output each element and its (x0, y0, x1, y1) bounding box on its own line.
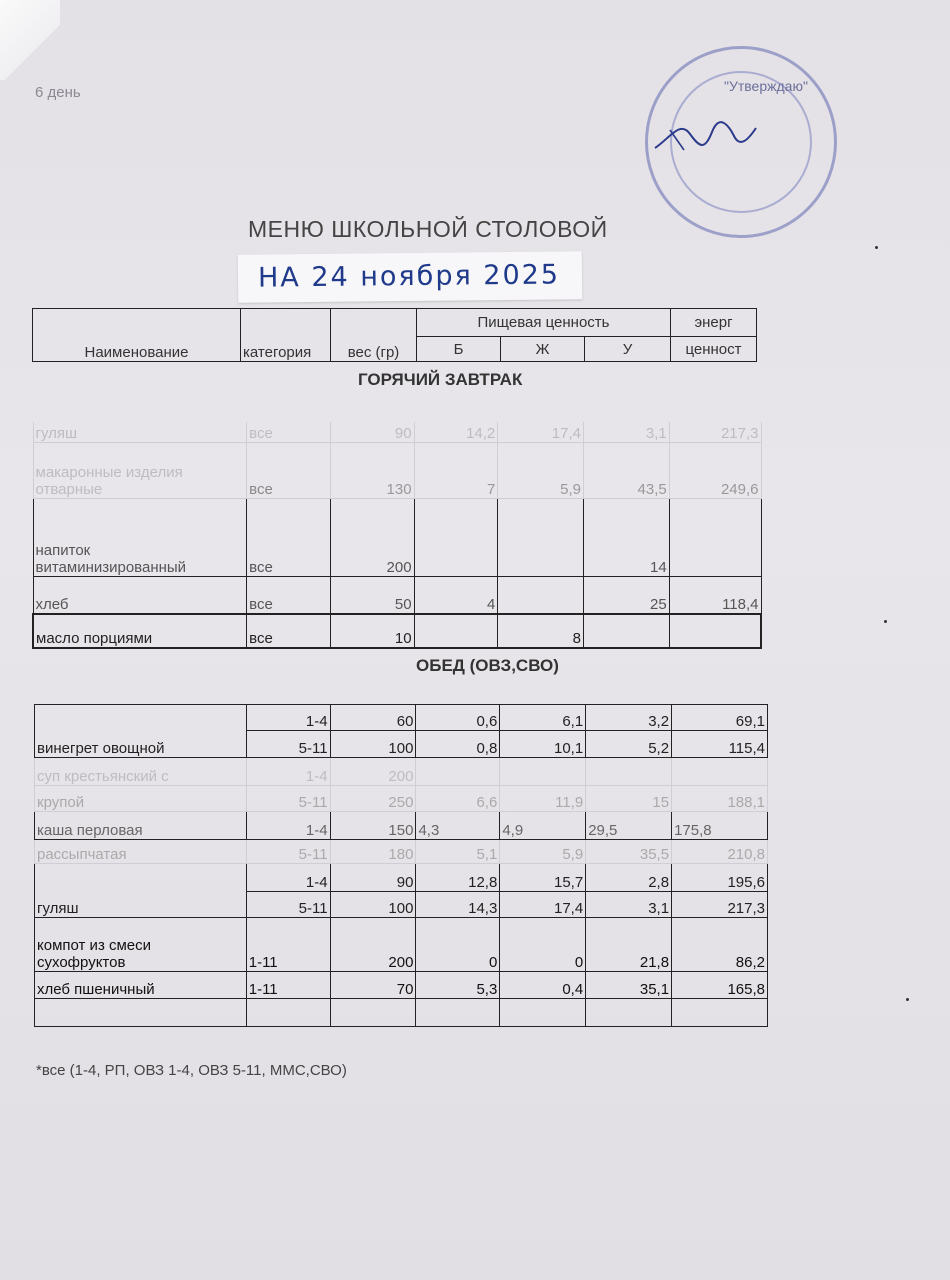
dish-protein: 4,3 (416, 812, 500, 840)
dish-name-line2: крупой (35, 786, 247, 812)
dish-fat (498, 576, 584, 614)
handwritten-date: НА 24 ноября 2025 (257, 259, 561, 294)
dish-name: масло порциями (33, 614, 247, 648)
dish-name-line1: компот из смеси (37, 937, 152, 954)
dish-carbs: 43,5 (584, 442, 670, 498)
dish-fat: 17,4 (498, 422, 584, 442)
dish-energy (672, 758, 768, 786)
dish-carbs (584, 614, 670, 648)
date-slip (238, 251, 582, 303)
dish-category: 5-11 (246, 731, 330, 758)
dish-protein (414, 498, 498, 576)
table-row (35, 972, 768, 999)
breakfast-title: ГОРЯЧИЙ ЗАВТРАК (358, 370, 523, 389)
dish-protein: 0 (416, 918, 500, 972)
dish-name-line1: напиток (35, 541, 91, 559)
dish-fat: 5,9 (498, 442, 584, 498)
dish-name: хлеб (33, 576, 247, 614)
dish-category: все (247, 422, 331, 442)
dish-carbs: 35,1 (586, 972, 672, 999)
header-carbs: У (585, 337, 671, 362)
dish-protein: 6,6 (416, 786, 500, 812)
dish-name-line1: макаронные изделия (35, 463, 183, 481)
dish-protein: 5,1 (416, 840, 500, 864)
dish-fat: 10,1 (500, 731, 586, 758)
table-row (33, 498, 761, 576)
empty-cell (330, 999, 416, 1027)
table-row (35, 786, 768, 812)
table-row (35, 918, 768, 972)
dish-carbs: 35,5 (586, 840, 672, 864)
dish-category: 1-4 (246, 705, 330, 731)
table-row (33, 442, 761, 498)
dish-protein: 5,3 (416, 972, 500, 999)
dish-weight: 200 (330, 758, 416, 786)
dish-category: 5-11 (246, 892, 330, 918)
dish-protein: 12,8 (416, 864, 500, 892)
dish-protein (416, 758, 500, 786)
dish-fat: 15,7 (500, 864, 586, 892)
dish-protein (414, 614, 498, 648)
dish-energy: 210,8 (672, 840, 768, 864)
empty-cell (246, 999, 330, 1027)
dish-energy: 115,4 (672, 731, 768, 758)
dish-energy: 188,1 (672, 786, 768, 812)
dish-name-line2: отварные (35, 480, 103, 498)
dish-category: все (247, 576, 331, 614)
dish-weight: 200 (330, 918, 416, 972)
dish-weight: 200 (330, 498, 414, 576)
dish-weight: 100 (330, 892, 416, 918)
dish-category: 1-11 (246, 972, 330, 999)
dish-energy: 118,4 (669, 576, 761, 614)
speck (906, 998, 909, 1001)
header-fat: Ж (501, 337, 585, 362)
dish-protein: 14,3 (416, 892, 500, 918)
dish-energy (669, 614, 761, 648)
lunch-table (34, 704, 768, 1027)
dish-name: каша перловая (35, 812, 247, 840)
menu-header-table (32, 308, 757, 362)
dish-fat (498, 498, 584, 576)
header-energy-2: ценност (671, 337, 757, 362)
dish-fat: 5,9 (500, 840, 586, 864)
dish-name: винегрет овощной (35, 705, 247, 758)
dish-energy: 165,8 (672, 972, 768, 999)
breakfast-table (32, 422, 762, 649)
table-row (33, 422, 761, 442)
dish-name: гуляш (35, 864, 247, 918)
dish-fat: 17,4 (500, 892, 586, 918)
dish-energy (669, 498, 761, 576)
table-row (35, 864, 768, 892)
header-energy-1: энерг (671, 309, 757, 337)
dish-carbs: 5,2 (586, 731, 672, 758)
dish-weight: 10 (330, 614, 414, 648)
lunch-title: ОБЕД (ОВЗ,СВО) (416, 656, 559, 675)
dish-weight: 50 (330, 576, 414, 614)
dish-name-line2: витаминизированный (35, 558, 187, 576)
dish-name (33, 442, 247, 498)
dish-energy: 175,8 (672, 812, 768, 840)
dish-carbs (586, 758, 672, 786)
empty-cell (586, 999, 672, 1027)
dish-carbs: 3,1 (586, 892, 672, 918)
empty-cell (416, 999, 500, 1027)
signature-icon (650, 110, 760, 160)
dish-category: 1-4 (246, 864, 330, 892)
header-weight: вес (гр) (331, 309, 417, 362)
dish-fat: 6,1 (500, 705, 586, 731)
dish-name-line2: рассыпчатая (35, 840, 247, 864)
dish-category: 1-4 (246, 812, 330, 840)
header-nutrition: Пищевая ценность (417, 309, 671, 337)
dish-fat (500, 758, 586, 786)
dish-name: хлеб пшеничный (35, 972, 247, 999)
dish-carbs: 3,1 (584, 422, 670, 442)
dish-carbs: 29,5 (586, 812, 672, 840)
dish-energy: 195,6 (672, 864, 768, 892)
speck (884, 620, 887, 623)
dish-fat: 8 (498, 614, 584, 648)
dish-fat: 0 (500, 918, 586, 972)
footnote: *все (1-4, РП, ОВЗ 1-4, ОВЗ 5-11, ММС,СВО) (36, 1062, 347, 1079)
dish-weight: 90 (330, 422, 414, 442)
approval-label: "Утверждаю" (724, 78, 808, 94)
dish-weight: 180 (330, 840, 416, 864)
header-protein: Б (417, 337, 501, 362)
dish-energy: 86,2 (672, 918, 768, 972)
dish-energy: 217,3 (669, 422, 761, 442)
dish-name-line2: сухофруктов (37, 954, 126, 971)
dish-energy: 217,3 (672, 892, 768, 918)
table-row (35, 758, 768, 786)
dish-weight: 150 (330, 812, 416, 840)
table-row (35, 812, 768, 840)
dish-carbs: 21,8 (586, 918, 672, 972)
dish-carbs: 14 (584, 498, 670, 576)
day-label: 6 день (35, 84, 81, 101)
dish-carbs: 25 (584, 576, 670, 614)
empty-cell (500, 999, 586, 1027)
dish-protein: 0,6 (416, 705, 500, 731)
header-category: категория (241, 309, 331, 362)
dish-protein: 7 (414, 442, 498, 498)
dish-weight: 70 (330, 972, 416, 999)
dish-category: все (247, 442, 331, 498)
dish-carbs: 3,2 (586, 705, 672, 731)
dish-carbs: 2,8 (586, 864, 672, 892)
dish-protein: 4 (414, 576, 498, 614)
dish-weight: 100 (330, 731, 416, 758)
dish-name (35, 918, 247, 972)
dish-category: все (247, 614, 331, 648)
dish-category: все (247, 498, 331, 576)
dish-name: суп крестьянский с (35, 758, 247, 786)
dish-weight: 250 (330, 786, 416, 812)
dish-fat: 4,9 (500, 812, 586, 840)
dish-fat: 11,9 (500, 786, 586, 812)
page-title: МЕНЮ ШКОЛЬНОЙ СТОЛОВОЙ (248, 216, 608, 242)
dish-weight: 60 (330, 705, 416, 731)
paper-fold (0, 0, 60, 80)
table-row (33, 576, 761, 614)
table-row (35, 999, 768, 1027)
dish-name (33, 498, 247, 576)
dish-energy: 69,1 (672, 705, 768, 731)
dish-name: гуляш (33, 422, 247, 442)
dish-category: 5-11 (246, 786, 330, 812)
dish-category: 1-4 (246, 758, 330, 786)
header-name: Наименование (33, 309, 241, 362)
dish-category: 5-11 (246, 840, 330, 864)
table-row (33, 614, 761, 648)
empty-cell (35, 999, 247, 1027)
dish-protein: 14,2 (414, 422, 498, 442)
table-row (35, 705, 768, 731)
dish-weight: 90 (330, 864, 416, 892)
dish-carbs: 15 (586, 786, 672, 812)
dish-energy: 249,6 (669, 442, 761, 498)
dish-weight: 130 (330, 442, 414, 498)
dish-category: 1-11 (246, 918, 330, 972)
table-row (35, 840, 768, 864)
dish-protein: 0,8 (416, 731, 500, 758)
dish-fat: 0,4 (500, 972, 586, 999)
speck (875, 246, 878, 249)
empty-cell (672, 999, 768, 1027)
